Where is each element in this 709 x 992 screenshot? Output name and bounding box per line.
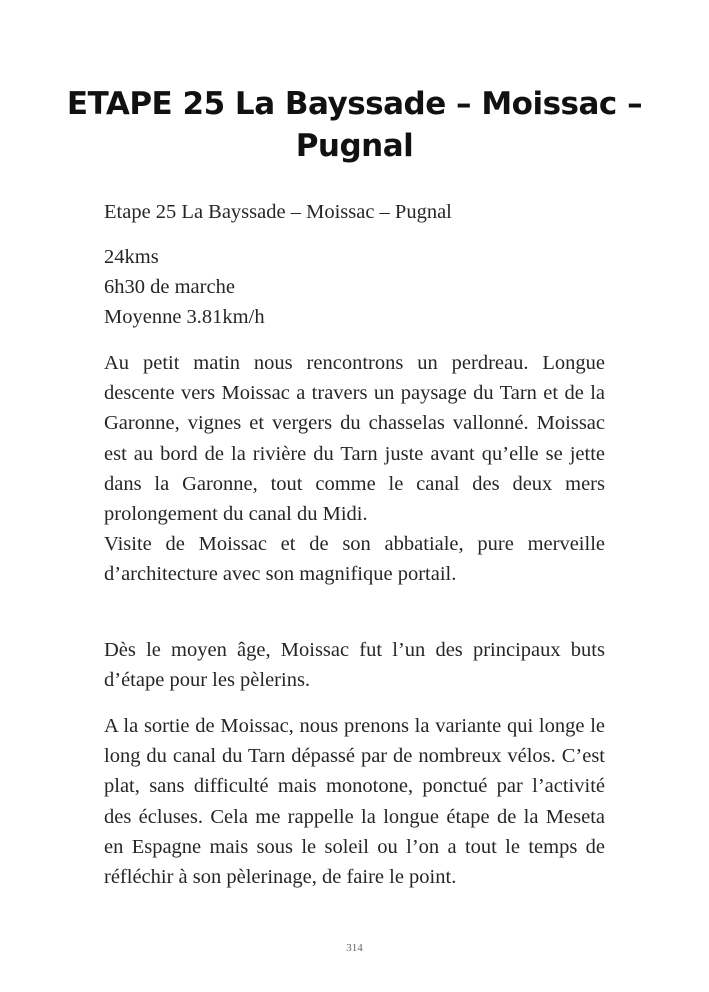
stage-subtitle	[104, 197, 605, 227]
subtitle-text: Etape 25 La Bayssade – Moissac – Pugnal	[104, 201, 452, 223]
paragraph-1	[104, 348, 605, 590]
stage-stats	[104, 242, 605, 333]
page-title: ETAPE 25 La Bayssade – Moissac – Pugnal	[66, 86, 643, 164]
stat-average: Moyenne 3.81km/h	[104, 306, 265, 329]
paragraph-1-text: Au petit matin nous rencontrons un perdreau. Longue descente vers Moissac a travers un paysage du Tarn et de la Garonne, vignes et vergers du chasselas vallonné. Moissac est au bord de la rivière du Tarn juste avant qu’elle se jette dans la Garonne, tout comme le canal des deux mers prolongement du canal du Midi.	[104, 352, 605, 526]
paragraph-2-text: Dès le moyen âge, Moissac fut l’un des principaux buts d’étape pour les pèlerins.	[104, 639, 605, 692]
stat-duration: 6h30 de marche	[104, 276, 235, 299]
paragraph-1b-text: Visite de Moissac et de son abbatiale, pure merveille d’architecture avec son magnifique portail.	[104, 533, 605, 586]
page-number: 314	[346, 942, 363, 954]
paragraph-3-text: A la sortie de Moissac, nous prenons la variante qui longe le long du canal du Tarn dépassé par de nombreux vélos. C’est plat, sans difficulté mais monotone, ponctué par l’activité des écluses. Cela me rappelle la longue étape de la Meseta en Espagne mais sous le soleil ou l’on a tout le temps de réfléchir à son pèlerinage, de faire le point.	[104, 715, 605, 889]
paragraph-3	[104, 711, 605, 892]
paragraph-2	[104, 635, 605, 695]
stat-distance: 24kms	[104, 246, 159, 268]
